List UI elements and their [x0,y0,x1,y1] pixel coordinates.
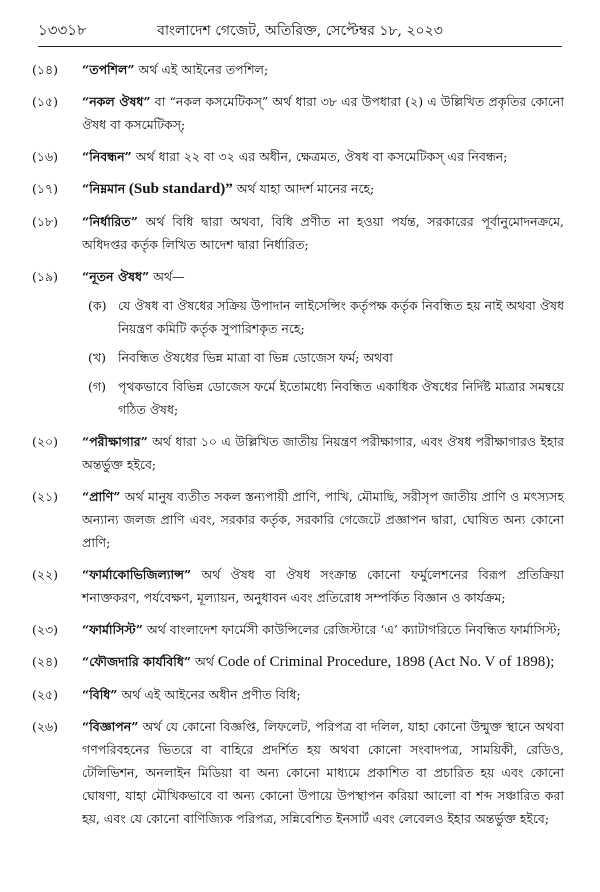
clause-number: (২৪) [32,654,58,669]
definition-body: অর্থ বাংলাদেশ ফার্মেসী কাউন্সিলের রেজিস্টারে ‘এ’ ক্যাটাগরিতে নিবন্ধিত ফার্মাসিস্ট; [142,622,561,637]
definition-15 [30,90,564,136]
definition-body: অর্থ— [149,269,185,284]
clause-number: (২৫) [32,687,58,702]
sub-item-text: যে ঔষধ বা ঔষধের সক্রিয় উপাদান লাইসেন্সিং কর্তৃপক্ষ কর্তৃক নিবন্ধিত হয় নাই অথবা ঔষধ নিয়ন্ত্রণ কমিটি কর্তৃক সুপারিশকৃত নহে; [118,298,564,336]
clause-text [82,145,564,168]
sub-item-ka [88,294,564,340]
page-number: ১৩৩১৮ [38,20,87,39]
definition-body: অর্থ [191,654,218,669]
clause-text [82,485,564,554]
clause-text [82,90,564,136]
page-header [38,18,562,44]
sub-item-text: পৃথকভাবে বিভিন্ন ডোজেস ফর্মে ইতোমধ্যে নিবন্ধিত একাধিক ঔষধের নির্দিষ্ট মাত্রার সমন্বয়ে গঠিত ঔষধ; [118,379,564,417]
defined-term: “ফার্মাকোভিজিল্যান্স” [82,567,192,582]
definition-body: অর্থ যে কোনো বিজ্ঞপ্তি, লিফলেট, পরিপত্র বা দলিল, যাহা কোনো উন্মুক্ত স্থানে অথবা গণপরিবহনের ভিতরে বা বাহিরে প্রদর্শিত হয় অথবা কোনো সংবাদপত্র, সাময়িকী, রেডিও, টেলিভিশন, অনলাইন মিডিয়া বা অন্য কোনো মাধ্যমে প্রকাশিত বা প্রচারিত হয় এবং কোনো ঘোষণা, যাহা মৌখিকভাবে বা অন্য কোনো উপায়ে উপস্থাপন করিয়া আলো বা শব্দ সঞ্চারিত করা হয়, এবং যে কোনো বাণিজ্যিক পরিপত্র, সন্নিবেশিত ইনসার্ট এবং লেবেলও ইহার অন্তর্ভুক্ত হইবে; [82,719,564,826]
sub-item-ga [88,375,564,421]
header-rule [38,46,562,47]
definition-body: অর্থ ধারা ২২ বা ৩২ এর অধীন, ক্ষেত্রমত, ঔষধ বা কসমেটিকস্ এর নিবন্ধন; [131,149,508,164]
clause-number: (১৯) [32,269,58,284]
sub-item-kha [88,346,564,369]
gazette-title: বাংলাদেশ গেজেট, অতিরিক্ত, সেপ্টেম্বর ১৮, ২০২৩ [157,23,443,39]
definition-21 [30,485,564,554]
sub-item-mark: (গ) [88,379,106,394]
clause-text [82,715,564,830]
definition-23 [30,618,564,641]
clause-text [82,618,564,641]
definition-body: বা “নকল কসমেটিকস্” অর্থ ধারা ৩৮ এর উপধারা (২) এ উল্লিখিত প্রকৃতির কোনো ঔষধ বা কসমেটিকস্; [82,94,564,132]
clause-number: (২১) [32,489,58,504]
sub-item-mark: (খ) [88,350,106,365]
clause-text [82,683,564,706]
definition-16 [30,145,564,168]
definition-26 [30,715,564,830]
clause-number: (২৬) [32,719,59,734]
clause-number: (২৩) [32,622,59,637]
clause-text [82,650,564,674]
clause-text [82,58,564,81]
defined-term: “ফার্মাসিস্ট” [82,622,143,637]
definitions-body [30,58,564,839]
definition-24 [30,650,564,674]
clause-number: (১৮) [32,214,58,229]
sub-item-text: নিবন্ধিত ঔষধের ভিন্ন মাত্রা বা ভিন্ন ডোজেস ফর্ম; অথবা [118,350,393,365]
definition-body: অর্থ এই আইনের তপশিল; [134,62,269,77]
defined-term: “ফৌজদারি কার্যবিধি” [82,654,192,669]
definition-17 [30,177,564,201]
definition-body: অর্থ যাহা আদর্শ মানের নহে; [232,181,375,196]
definition-14 [30,58,564,81]
definition-body: অর্থ এই আইনের অধীন প্রণীত বিধি; [117,687,301,702]
clause-number: (২০) [32,434,59,449]
defined-term: “বিজ্ঞাপন” [82,719,139,734]
defined-term: “নকল ঔষধ” [82,94,151,109]
clause-number: (১৭) [32,181,58,196]
definition-18 [30,210,564,256]
defined-term: “নির্ধারিত” [82,214,138,229]
definition-body: অর্থ মানুষ ব্যতীত সকল স্তন্যপায়ী প্রাণি, পাখি, মৌমাছি, সরীসৃপ জাতীয় প্রাণি ও মৎস্যসহ অন্যান্য জলজ প্রাণি এবং, সরকার কর্তৃক, সরকারি গেজেটে প্রজ্ঞাপন দ্বারা, ঘোষিত অন্য কোনো প্রাণি; [82,489,564,550]
definition-20 [30,430,564,476]
clause-text [82,265,564,288]
defined-term: “নিবন্ধন” [82,149,132,164]
definition-body: অর্থ ধারা ১০ এ উল্লিখিত জাতীয় নিয়ন্ত্রণ পরীক্ষাগার, এবং ঔষধ পরীক্ষাগারও ইহার অন্তর্ভুক্ত হইবে; [82,434,564,472]
definition-body: অর্থ বিধি দ্বারা অথবা, বিধি প্রণীত না হওয়া পর্যন্ত, সরকারের পূর্বানুমোদনক্রমে, অধিদপ্তর কর্তৃক লিখিত আদেশ দ্বারা নির্ধারিত; [82,214,564,252]
definition-body: অর্থ ঔষধ বা ঔষধ সংক্রান্ত কোনো ফর্মুলেশনের বিরূপ প্রতিক্রিয়া শনাক্তকরণ, পর্যবেক্ষণ, মূল্যায়ন, অনুধাবন এবং প্রতিরোধ সম্পর্কিত বিজ্ঞান ও কার্যক্রম; [82,567,564,605]
defined-term: “তপশিল” [82,62,135,77]
clause-text [82,177,564,201]
definition-19 [30,265,564,288]
clause-number: (১৫) [32,94,58,109]
defined-term: “নূতন ঔষধ” [82,269,150,284]
defined-term: “প্রাণি” [82,489,121,504]
definition-22 [30,563,564,609]
definition-25 [30,683,564,706]
clause-number: (১৬) [32,149,58,164]
defined-term: “পরীক্ষাগার” [82,434,148,449]
clause-text [82,430,564,476]
clause-text [82,210,564,256]
clause-number: (১৪) [32,62,58,77]
defined-term-latin: (Sub standard)” [125,181,233,197]
sub-item-mark: (ক) [88,298,107,313]
defined-term: “বিধি” [82,687,118,702]
clause-number: (২২) [32,567,59,582]
defined-term: “নিম্নমান [82,181,126,196]
definition-body-latin: Code of Criminal Procedure, 1898 (Act No. V of 1898); [217,654,555,670]
clause-text [82,563,564,609]
